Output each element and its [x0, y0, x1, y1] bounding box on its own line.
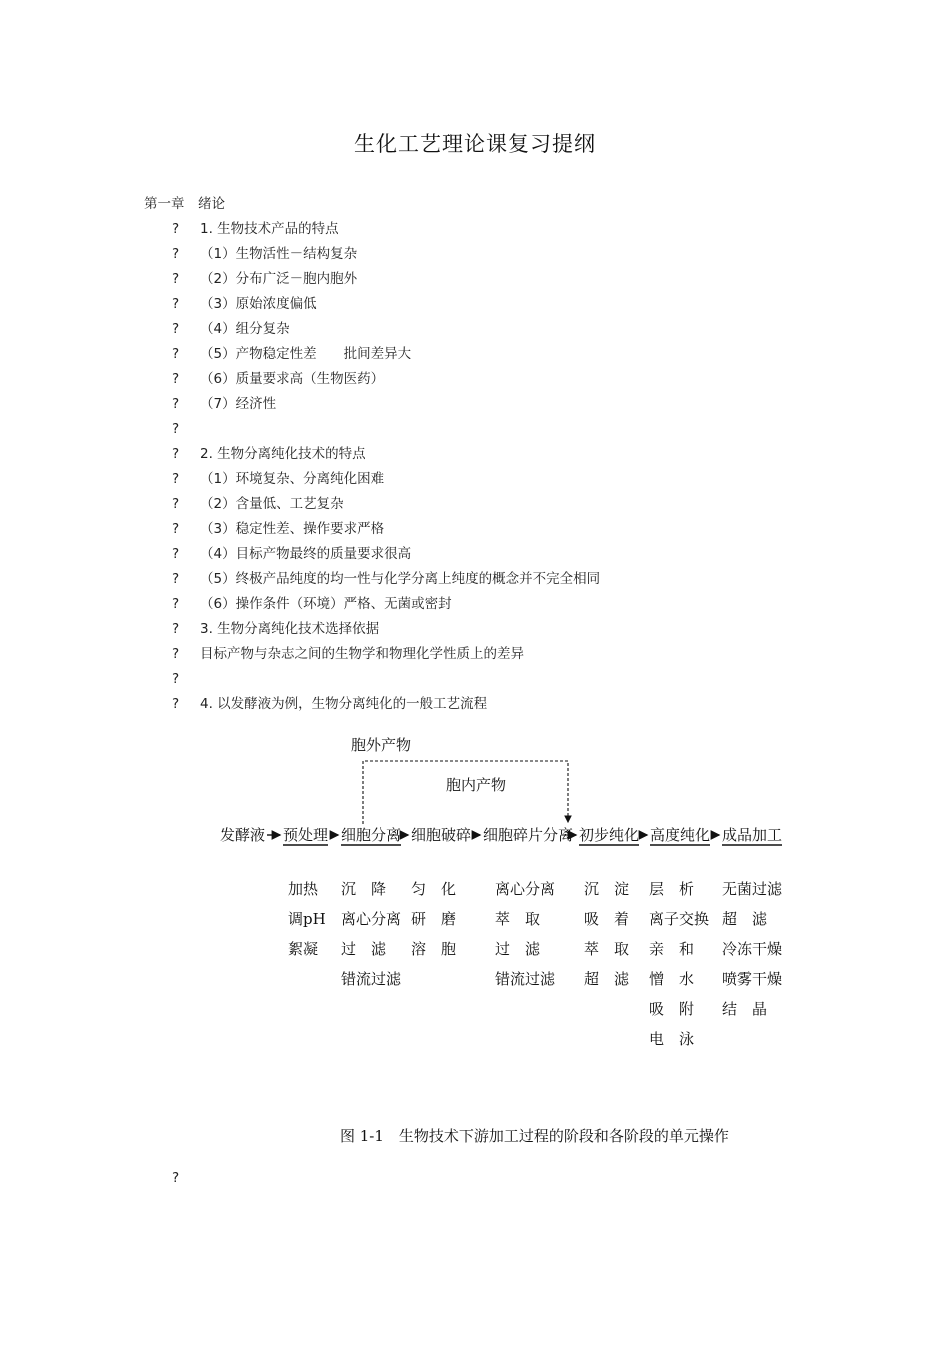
extracellular-label: 胞外产物 — [351, 736, 412, 754]
bullet-marker: ? — [172, 296, 180, 312]
flow-stage-4: 细胞碎片分离 — [483, 826, 574, 844]
unit-operation: 萃 取 — [584, 940, 630, 958]
flow-stage-0: 发酵液 — [220, 826, 266, 844]
outline-item: （2）含量低、工艺复杂 — [200, 496, 344, 512]
unit-operation: 吸 着 — [584, 910, 630, 928]
unit-operation: 憎 水 — [649, 970, 695, 988]
outline-item: 2. 生物分离纯化技术的特点 — [200, 446, 366, 462]
outline-item: （1）环境复杂、分离纯化困难 — [200, 471, 385, 487]
outline-item: （5）终极产品纯度的均一性与化学分离上纯度的概念并不完全相同 — [200, 571, 601, 587]
page-title: 生化工艺理论课复习提纲 — [354, 132, 596, 156]
flow-row — [220, 826, 782, 845]
flow-stage-7: 成品加工 — [722, 826, 783, 844]
unit-operation: 离心分离 — [495, 880, 556, 898]
bullet-marker: ? — [172, 671, 180, 687]
unit-operation: 结 晶 — [722, 1000, 768, 1018]
unit-operation: 研 磨 — [411, 910, 457, 928]
intracellular-label: 胞内产物 — [446, 776, 507, 794]
bullet-marker: ? — [172, 396, 180, 412]
unit-operation: 吸 附 — [649, 1000, 695, 1018]
unit-operation: 层 析 — [649, 880, 695, 898]
outline-item: 1. 生物技术产品的特点 — [200, 221, 339, 237]
bullet-marker: ? — [172, 221, 180, 237]
bullet-marker: ? — [172, 471, 180, 487]
unit-operation: 亲 和 — [649, 940, 695, 958]
outline-item: （1）生物活性－结构复杂 — [200, 246, 358, 262]
bullet-marker: ? — [172, 371, 180, 387]
bullet-marker: ? — [172, 696, 180, 712]
bullet-marker: ? — [172, 571, 180, 587]
flow-stage-6: 高度纯化 — [650, 826, 711, 844]
bullet-marker: ? — [172, 446, 180, 462]
bullet-marker: ? — [172, 271, 180, 287]
bullet-marker: ? — [172, 596, 180, 612]
unit-operation: 溶 胞 — [411, 940, 457, 958]
outline-item: （5）产物稳定性差 批间差异大 — [200, 346, 412, 362]
bullet-marker: ? — [172, 521, 180, 537]
bullet-marker: ? — [172, 546, 180, 562]
outline-item: （6）质量要求高（生物医药） — [200, 371, 385, 387]
flow-stage-5: 初步纯化 — [579, 826, 640, 844]
flow-stage-3: 细胞破碎 — [411, 826, 472, 844]
unit-operation: 过 滤 — [495, 940, 541, 958]
unit-operation: 喷雾干燥 — [722, 970, 783, 988]
outline-item: （3）原始浓度偏低 — [200, 296, 317, 312]
unit-operation: 冷冻干燥 — [722, 940, 783, 958]
unit-operation: 沉 降 — [341, 880, 387, 898]
unit-operation: 过 滤 — [341, 940, 387, 958]
bullet-marker: ? — [172, 646, 180, 662]
unit-operation: 超 滤 — [584, 970, 630, 988]
unit-operation: 离子交换 — [649, 910, 710, 928]
unit-operation: 调pH — [288, 910, 326, 928]
unit-operation: 电 泳 — [649, 1030, 695, 1048]
unit-operation: 超 滤 — [722, 910, 768, 928]
unit-operation: 沉 淀 — [584, 880, 630, 898]
bullet-marker: ? — [172, 1170, 180, 1186]
outline-item: 4. 以发酵液为例，生物分离纯化的一般工艺流程 — [200, 696, 488, 712]
bullet-marker: ? — [172, 346, 180, 362]
bullet-marker: ? — [172, 621, 180, 637]
bullet-marker: ? — [172, 321, 180, 337]
outline-item: （4）组分复杂 — [200, 321, 290, 337]
outline-item: （2）分布广泛－胞内胞外 — [200, 271, 358, 287]
outline-item: 目标产物与杂志之间的生物学和物理化学性质上的差异 — [200, 646, 524, 662]
unit-operation: 絮凝 — [288, 940, 319, 958]
unit-operation: 错流过滤 — [495, 970, 556, 988]
outline-item: （4）目标产物最终的质量要求很高 — [200, 546, 412, 562]
unit-operation: 匀 化 — [411, 880, 457, 898]
outline-item: （7）经济性 — [200, 396, 277, 412]
unit-operation: 离心分离 — [341, 910, 402, 928]
outline-item: （6）操作条件（环境）严格、无菌或密封 — [200, 596, 452, 612]
unit-operation: 加热 — [288, 880, 319, 898]
process-flow-diagram — [210, 728, 790, 1158]
flow-stage-2: 细胞分离 — [341, 826, 402, 844]
unit-operation: 萃 取 — [495, 910, 541, 928]
unit-operations — [288, 880, 783, 1048]
bullet-marker: ? — [172, 421, 180, 437]
figure-caption: 图 1-1 生物技术下游加工过程的阶段和各阶段的单元操作 — [340, 1127, 729, 1145]
unit-operation: 无菌过滤 — [722, 880, 783, 898]
outline-item: 3. 生物分离纯化技术选择依据 — [200, 621, 380, 637]
chapter-heading: 第一章 绪论 — [144, 196, 225, 212]
bullet-marker: ? — [172, 496, 180, 512]
flow-stage-1: 预处理 — [283, 826, 329, 844]
bullet-marker: ? — [172, 246, 180, 262]
outline-item: （3）稳定性差、操作要求严格 — [200, 521, 385, 537]
unit-operation: 错流过滤 — [341, 970, 402, 988]
